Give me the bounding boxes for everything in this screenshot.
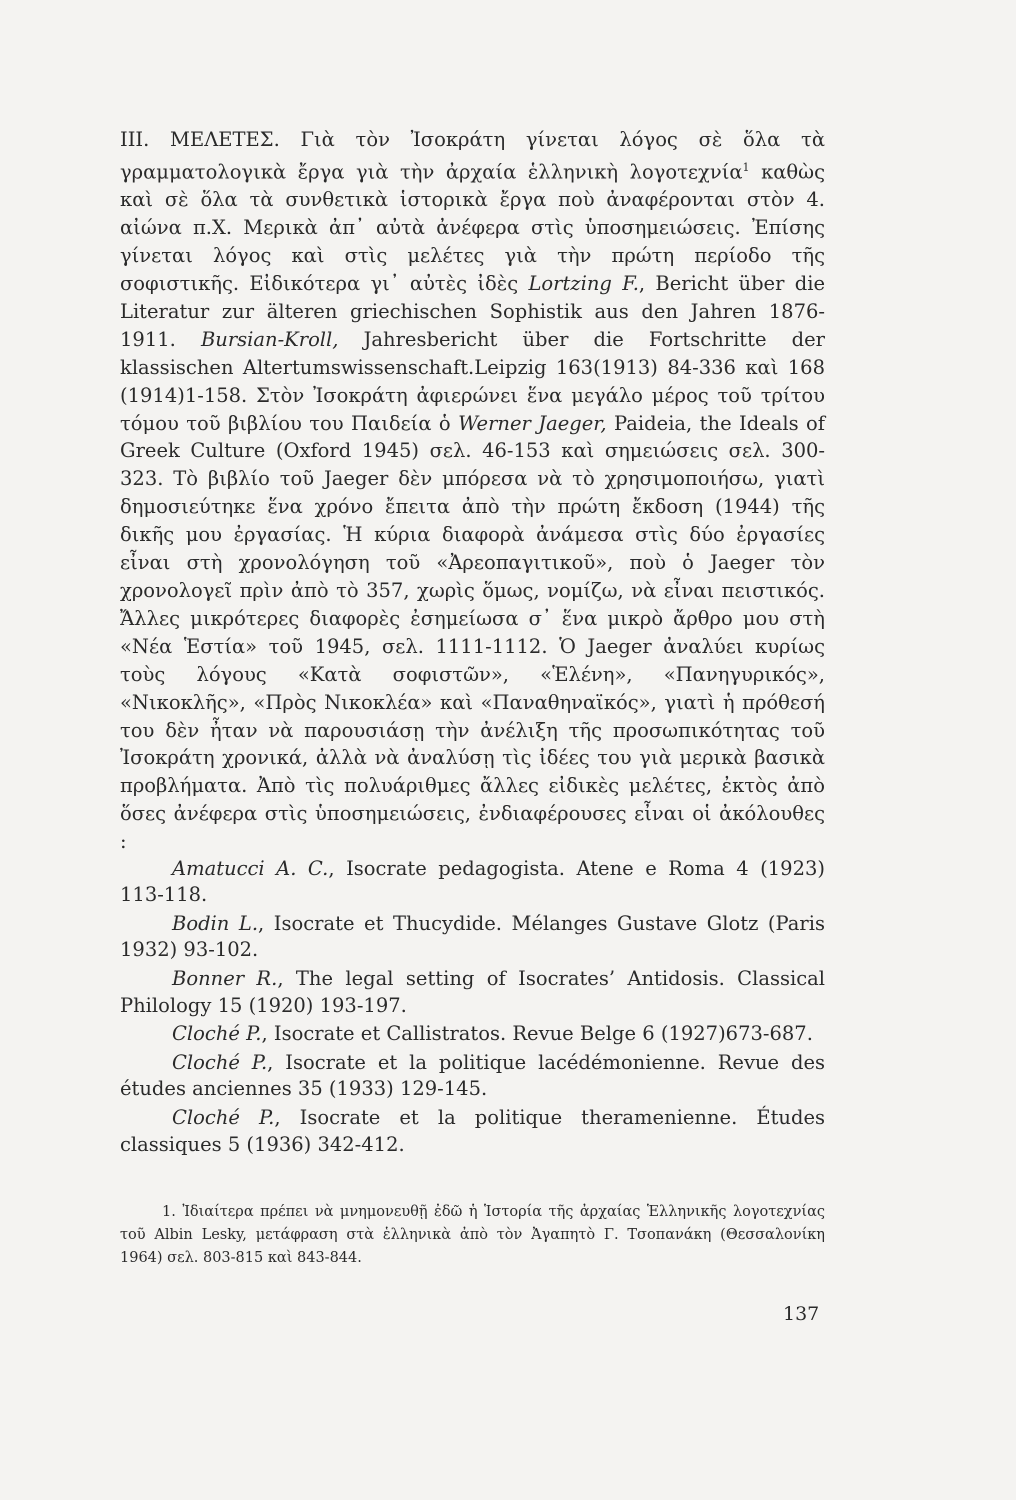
author-name: Werner Jaeger,: [458, 411, 607, 435]
text-segment: Paideia, the Ideals of Greek Culture (Oxford 1945) σελ. 46-153 καὶ σημειώσεις σελ. 300-323. Τὸ βιβλίο τοῦ Jaeger δὲν μπόρεσα νὰ τὸ χρησιμοποιήσω, γιατὶ δημοσιεύτηκε ἕνα χρόνο ἔπειτα ἀπὸ τὴν πρώτη ἔκδοση (1944) τῆς δικῆς μου ἐργασίας. Ἡ κύρια διαφορὰ ἀνάμεσα στὶς δύο ἐργασίες εἶναι στὴ χρονολόγηση τοῦ «Ἀρεοπαγιτικοῦ», ποὺ ὁ Jaeger τὸν χρονολογεῖ πρὶν ἀπὸ τὸ 357, χωρὶς ὅμως, νομίζω, νὰ εἶναι πειστικός. Ἄλλες μικρότερες διαφορὲς ἐσημείωσα σ᾿ ἕνα μικρὸ ἄρθρο μου στὴ «Νέα Ἑστία» τοῦ 1945, σελ. 1111-1112. Ὁ Jaeger ἀναλύει κυρίως τοὺς λόγους «Κατὰ σοφιστῶν», «Ἑλένη», «Πανηγυρικός», «Νικοκλῆς», «Πρὸς Νικοκλέα» καὶ «Παναθηναϊκός», γιατὶ ἡ πρόθεσή του δὲν ἦταν νὰ παρουσιάσῃ τὴν ἀνέλιξη τῆς προσωπικότητας τοῦ Ἰσοκράτη χρονικά, ἀλλὰ νὰ ἀναλύσῃ τὶς ἰδέες του γιὰ μερικὰ βασικὰ προβλήματα. Ἀπὸ τὶς πολυάριθμες ἄλλες εἰδικὲς μελέτες, ἐκτὸς ἀπὸ ὅσες ἀνέφερα στὶς ὑποσημειώσεις, ἐνδιαφέρουσες εἶναι οἱ ἀκόλουθες :: [120, 411, 825, 854]
bibliography-list: [120, 856, 825, 1158]
footnote: [120, 1201, 825, 1270]
bib-text: , Isocrate et la politique lacédémonienne. Revue des études anciennes 35 (1933) 129-145.: [120, 1051, 825, 1101]
footnote-marker: 1: [742, 160, 750, 174]
bib-author: Bodin L.: [172, 912, 259, 936]
bib-author: Cloché P.: [172, 1051, 268, 1075]
bib-text: , Isocrate et la politique theramenienne. Études classiques 5 (1936) 342-412.: [120, 1106, 826, 1156]
bib-text: , Isocrate et Thucydide. Mélanges Gustave Glotz (Paris 1932) 93-102.: [120, 912, 825, 962]
bib-text: , Isocrate et Callistratos. Revue Belge 6 (1927)673-687.: [261, 1022, 813, 1046]
bib-text: , The legal setting of Isocrates’ Antidosis. Classical Philology 15 (1920) 193-197.: [120, 967, 825, 1017]
bibliography-entry: [120, 1105, 825, 1158]
bibliography-entry: [120, 1050, 825, 1103]
text-segment: Jahresbericht über die Fortschritte der klassischen Altertumswissenschaft.Leipzig 163(1913) 84-336 καὶ 168 (1914)1-158. Στὸν Ἰσοκράτη ἀφιερώνει ἕνα μεγάλο μέρος τοῦ τρίτου τόμου τοῦ βιβλίου του Παιδεία ὁ: [120, 327, 825, 435]
page-content: [120, 126, 825, 1270]
bibliography-entry: [120, 1021, 825, 1047]
author-name: Bursian-Kroll,: [200, 327, 339, 351]
bib-author: Cloché P.: [172, 1106, 275, 1130]
bib-author: Amatucci A. C.: [172, 857, 329, 881]
author-name: Lortzing F.: [528, 272, 639, 296]
bib-author: Bonner R.: [172, 967, 278, 991]
text-segment: Γιὰ τὸν Ἰσοκράτη γίνεται λόγος σὲ ὅλα τὰ γραμματολογικὰ ἔργα γιὰ τὴν ἀρχαία ἑλληνικὴ λογοτεχνία: [120, 128, 825, 184]
bibliography-entry: [120, 966, 825, 1019]
bibliography-entry: [120, 911, 825, 964]
text-segment: καθὼς καὶ σὲ ὅλα τὰ συνθετικὰ ἱστορικὰ ἔργα ποὺ ἀναφέρονται στὸν 4. αἰώνα π.Χ. Μερικὰ ἀπ᾿ αὐτὰ ἀνέφερα στὶς ὑποσημειώσεις. Ἐπίσης γίνεται λόγος καὶ στὶς μελέτες γιὰ τὴν πρώτη περίοδο τῆς σοφιστικῆς. Εἰδικότερα γι᾿ αὐτὲς ἰδὲς: [120, 160, 825, 296]
bibliography-entry: [120, 856, 825, 909]
main-paragraph: [120, 126, 825, 856]
text-segment: , Bericht über die Literatur zur älteren griechischen Sophistik aus den Jahren 1876-1911.: [120, 272, 826, 351]
footnote-number: 1.: [162, 1203, 176, 1220]
bib-text: , Isocrate pedagogista. Atene e Roma 4 (1923) 113-118.: [120, 857, 825, 907]
bib-author: Cloché P.: [172, 1022, 262, 1046]
footnote-text: Ἰδιαίτερα πρέπει νὰ μνημονευθῇ ἐδῶ ἡ Ἱστορία τῆς ἀρχαίας Ἑλληνικῆς λογοτεχνίας τοῦ Albin Lesky, μετάφραση στὰ ἑλληνικὰ ἀπὸ τὸν Ἀγαπητὸ Γ. Τσοπανάκη (Θεσσαλονίκη 1964) σελ. 803-815 καὶ 843-844.: [120, 1203, 825, 1266]
section-heading: III. ΜΕΛΕΤΕΣ.: [120, 128, 280, 151]
page-number: 137: [783, 1303, 820, 1325]
